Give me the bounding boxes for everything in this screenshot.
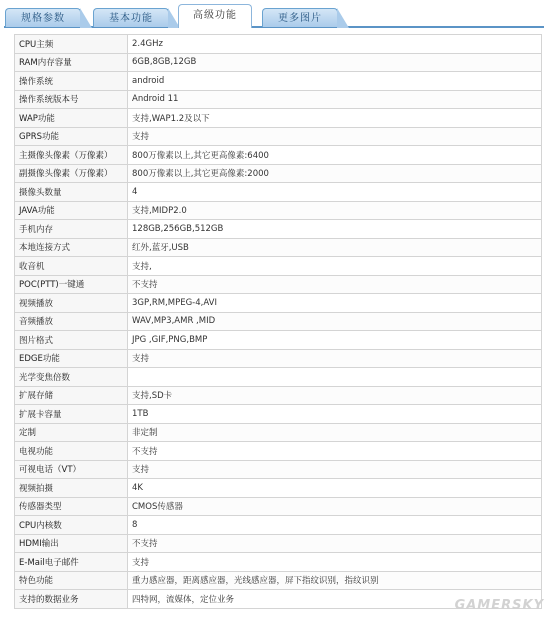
spec-value: WAV,MP3,AMR ,MID: [128, 312, 542, 331]
tab-advanced-features[interactable]: 高级功能: [178, 4, 252, 28]
spec-row: [15, 423, 542, 442]
spec-label: POC(PTT)一键通: [15, 275, 128, 294]
spec-value: 2.4GHz: [128, 35, 542, 54]
spec-value: JPG ,GIF,PNG,BMP: [128, 331, 542, 350]
spec-value: 8: [128, 516, 542, 535]
spec-label: 光学变焦倍数: [15, 368, 128, 387]
spec-label: 特色功能: [15, 571, 128, 590]
spec-label: 手机内存: [15, 220, 128, 239]
spec-value: 支持: [128, 553, 542, 572]
spec-value: 支持: [128, 127, 542, 146]
spec-label: 副摄像头像素（万像素）: [15, 164, 128, 183]
spec-label: EDGE功能: [15, 349, 128, 368]
spec-row: [15, 146, 542, 165]
spec-label: 主摄像头像素（万像素）: [15, 146, 128, 165]
spec-row: [15, 275, 542, 294]
spec-label: 操作系统版本号: [15, 90, 128, 109]
spec-value: 不支持: [128, 534, 542, 553]
spec-value: 6GB,8GB,12GB: [128, 53, 542, 72]
spec-row: [15, 183, 542, 202]
spec-value: 3GP,RM,MPEG-4,AVI: [128, 294, 542, 313]
spec-row: [15, 331, 542, 350]
spec-value: Android 11: [128, 90, 542, 109]
spec-value: android: [128, 72, 542, 91]
spec-value: 支持: [128, 460, 542, 479]
spec-row: [15, 90, 542, 109]
spec-label: 支持的数据业务: [15, 590, 128, 609]
spec-value: 红外,蓝牙,USB: [128, 238, 542, 257]
spec-row: [15, 571, 542, 590]
spec-label: WAP功能: [15, 109, 128, 128]
spec-value: 800万像素以上,其它更高像素:2000: [128, 164, 542, 183]
tab-more-images[interactable]: 更多图片: [262, 8, 338, 27]
spec-value: 支持: [128, 349, 542, 368]
spec-row: [15, 35, 542, 54]
spec-label: 操作系统: [15, 72, 128, 91]
spec-value: 四特网，流媒体，定位业务: [128, 590, 542, 609]
spec-label: 视频播放: [15, 294, 128, 313]
tab-specs[interactable]: 规格参数: [5, 8, 81, 27]
spec-row: [15, 53, 542, 72]
spec-value: 128GB,256GB,512GB: [128, 220, 542, 239]
spec-row: [15, 534, 542, 553]
spec-label: 扩展卡容量: [15, 405, 128, 424]
spec-value: 支持,WAP1.2及以下: [128, 109, 542, 128]
spec-value: 800万像素以上,其它更高像素:6400: [128, 146, 542, 165]
spec-value: [128, 368, 542, 387]
spec-label: JAVA功能: [15, 201, 128, 220]
spec-label: 视频拍摄: [15, 479, 128, 498]
spec-row: [15, 201, 542, 220]
watermark-logo: GAMERSKY: [454, 598, 544, 613]
spec-label: GPRS功能: [15, 127, 128, 146]
spec-value: 不支持: [128, 275, 542, 294]
spec-table: [14, 34, 542, 609]
spec-value: 支持,: [128, 257, 542, 276]
spec-label: 可视电话（VT）: [15, 460, 128, 479]
spec-value: 1TB: [128, 405, 542, 424]
spec-row: [15, 386, 542, 405]
spec-value: 支持,MIDP2.0: [128, 201, 542, 220]
spec-label: 传感器类型: [15, 497, 128, 516]
spec-label: 定制: [15, 423, 128, 442]
spec-label: CPU主频: [15, 35, 128, 54]
spec-row: [15, 294, 542, 313]
spec-row: [15, 368, 542, 387]
spec-value: 4K: [128, 479, 542, 498]
spec-label: RAM内存容量: [15, 53, 128, 72]
spec-value: 重力感应器，距离感应器，光线感应器，屏下指纹识别，指纹识别: [128, 571, 542, 590]
spec-row: [15, 516, 542, 535]
spec-value: 非定制: [128, 423, 542, 442]
spec-label: 图片格式: [15, 331, 128, 350]
spec-label: E-Mail电子邮件: [15, 553, 128, 572]
spec-value: 支持,SD卡: [128, 386, 542, 405]
spec-tab-bar: [0, 0, 550, 30]
spec-label: HDMI输出: [15, 534, 128, 553]
spec-row: [15, 349, 542, 368]
spec-row: [15, 164, 542, 183]
spec-value: 4: [128, 183, 542, 202]
spec-row: [15, 220, 542, 239]
spec-label: 电视功能: [15, 442, 128, 461]
spec-row: [15, 127, 542, 146]
spec-label: 音频播放: [15, 312, 128, 331]
spec-row: [15, 238, 542, 257]
spec-row: [15, 442, 542, 461]
tab-basic-features[interactable]: 基本功能: [93, 8, 169, 27]
spec-row: [15, 72, 542, 91]
spec-value: 不支持: [128, 442, 542, 461]
spec-row: [15, 479, 542, 498]
spec-label: 本地连接方式: [15, 238, 128, 257]
spec-row: [15, 553, 542, 572]
spec-value: CMOS传感器: [128, 497, 542, 516]
spec-label: 收音机: [15, 257, 128, 276]
spec-row: [15, 312, 542, 331]
spec-row: [15, 405, 542, 424]
spec-row: [15, 497, 542, 516]
spec-label: 摄像头数量: [15, 183, 128, 202]
spec-row: [15, 460, 542, 479]
spec-label: 扩展存储: [15, 386, 128, 405]
spec-row: [15, 109, 542, 128]
spec-row: [15, 257, 542, 276]
spec-label: CPU内核数: [15, 516, 128, 535]
